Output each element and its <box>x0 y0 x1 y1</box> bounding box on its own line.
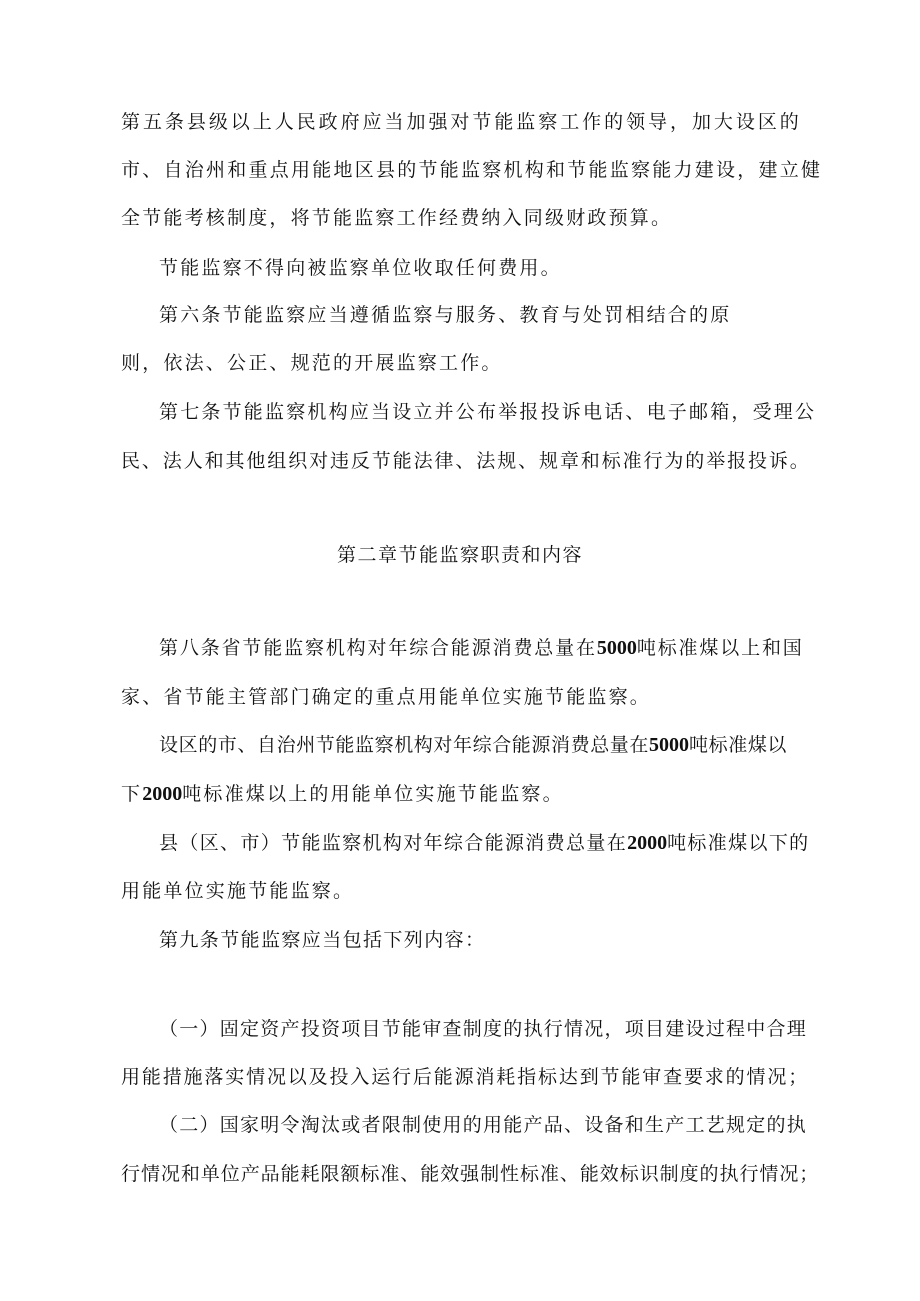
article-5-line-2: 市、自治州和重点用能地区县的节能监察机构和节能监察能力建设，建立健 <box>121 159 823 181</box>
item-1-line-1: （一）固定资产投资项目节能审查制度的执行情况，项目建设过程中合理 <box>159 1018 808 1040</box>
article-5-line-1: 第五条县级以上人民政府应当加强对节能监察工作的领导，加大设区的 <box>121 111 801 133</box>
article-8-para-3-line-1 <box>159 831 810 855</box>
article-9-line-1: 第九条节能监察应当包括下列内容： <box>159 929 486 951</box>
article-8-number: 5000 <box>596 637 637 659</box>
chapter-2-heading: 第二章节能监察职责和内容 <box>336 544 583 566</box>
article-5-line-3: 全节能考核制度，将节能监察工作经费纳入同级财政预算。 <box>121 207 673 229</box>
article-8-para-2-number-2: 2000 <box>142 783 183 805</box>
article-8-para-2-text-c: 下 <box>121 783 143 805</box>
article-7-line-2: 民、法人和其他组织对违反节能法律、法规、规章和标准行为的举报投诉。 <box>121 450 811 472</box>
article-8-para-3-text-a: 县（区、市）节能监察机构对年综合能源消费总量在 <box>159 832 628 854</box>
article-8-para-2-text-b: 吨标准煤以 <box>689 734 788 756</box>
article-8-para-3-line-2: 用能单位实施节能监察。 <box>121 880 355 902</box>
article-6-line-1: 第六条节能监察应当遵循监察与服务、教育与处罚相结合的原 <box>159 304 732 326</box>
item-1-line-2: 用能措施落实情况以及投入运行后能源消耗指标达到节能审查要求的情况； <box>121 1066 810 1088</box>
item-2-line-1: （二）国家明令淘汰或者限制使用的用能产品、设备和生产工艺规定的执 <box>159 1114 808 1136</box>
article-8-para-2-text-a: 设区的市、自治州节能监察机构对年综合能源消费总量在 <box>159 734 650 756</box>
article-7-line-1: 第七条节能监察机构应当设立并公布举报投诉电话、电子邮箱，受理公 <box>159 401 817 423</box>
article-5-para-2: 节能监察不得向被监察单位收取任何费用。 <box>159 257 562 279</box>
article-8-text-b: 吨标准煤以上和国 <box>636 637 804 659</box>
article-8-para-2-text-d: 吨标准煤以上的用能单位实施节能监察。 <box>182 783 564 805</box>
item-2-line-2: 行情况和单位产品能耗限额标准、能效强制性标准、能效标识制度的执行情况； <box>121 1163 820 1185</box>
article-8-line-2: 家、省节能主管部门确定的重点用能单位实施节能监察。 <box>121 686 652 708</box>
article-8-para-3-text-b: 吨标准煤以下的 <box>667 832 810 854</box>
article-8-para-2-number: 5000 <box>649 734 690 756</box>
article-8-para-2-line-1 <box>159 733 787 757</box>
article-8-line-1 <box>159 636 804 660</box>
article-8-text-a: 第八条省节能监察机构对年综合能源消费总量在 <box>159 637 597 659</box>
article-8-para-2-line-2 <box>121 782 564 806</box>
article-8-para-3-number: 2000 <box>627 832 668 854</box>
article-6-line-2: 则，依法、公正、规范的开展监察工作。 <box>121 352 503 374</box>
